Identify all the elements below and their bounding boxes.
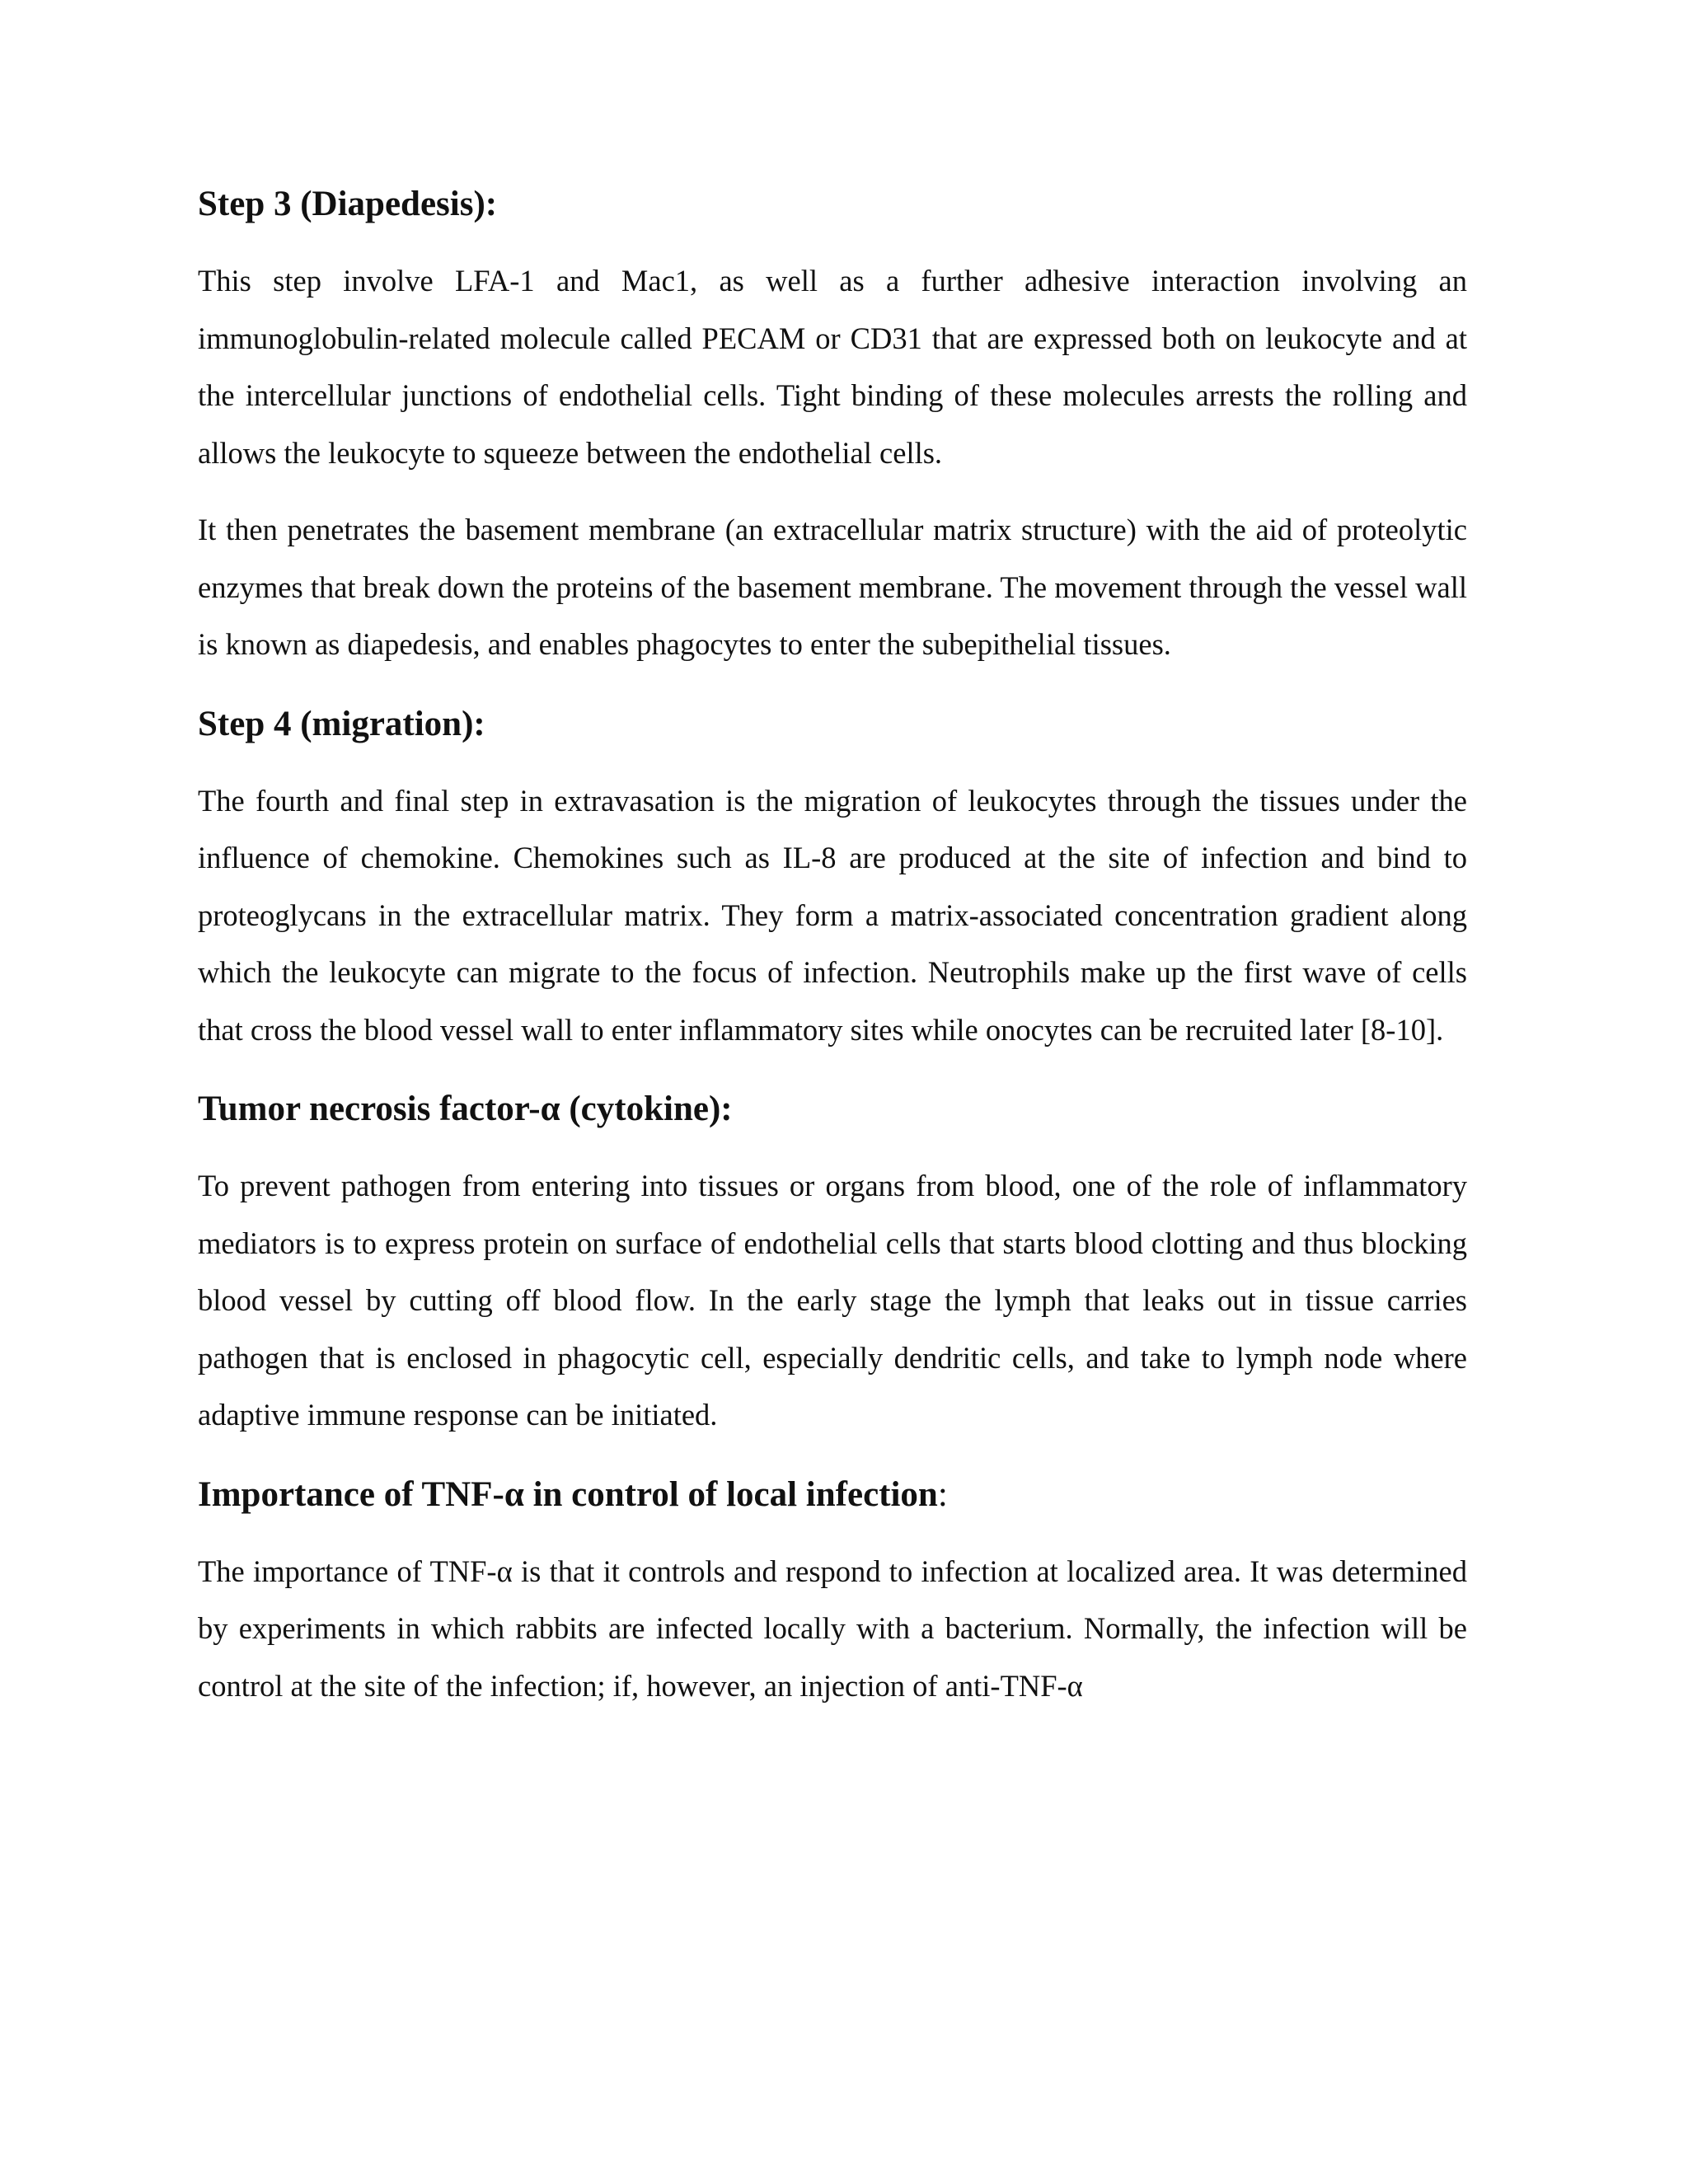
paragraph-step-4: The fourth and final step in extravasation is the migration of leukocytes through the tissues under the influence of chemokine. Chemokines such as IL-8 are produced at the site of infection and bind to proteoglycans in the extracellular matrix. They form a matrix-associated concentration gradient along which the leukocyte can migrate to the focus of infection. Neutrophils make up the first wave of cells that cross the blood vessel wall to enter inflammatory sites while onocytes can be recruited later [8-10]. <box>198 783 1467 1047</box>
heading-tumor-necrosis-factor: Tumor necrosis factor-α (cytokine): <box>198 1090 733 1128</box>
paragraph-tnf-cytokine: To prevent pathogen from entering into tissues or organs from blood, one of the role of inflammatory mediators is to express protein on surface of endothelial cells that starts blood clotting and thus blocking blood vessel by cutting off blood flow. In the early stage the lymph that leaks out in tissue carries pathogen that is enclosed in phagocytic cell, especially dendritic cells, and take to lymph node where adaptive immune response can be initiated. <box>198 1169 1467 1432</box>
paragraph-step-3-part-1: This step involve LFA-1 and Mac1, as well as a further adhesive interaction involving an immunoglobulin-related molecule called PECAM or CD31 that are expressed both on leukocyte and at the intercellular junctions of endothelial cells. Tight binding of these molecules arrests the rolling and allows the leukocyte to squeeze between the endothelial cells. <box>198 264 1467 470</box>
heading-importance-colon: : <box>937 1474 948 1514</box>
heading-step-3-diapedesis: Step 3 (Diapedesis): <box>198 185 498 223</box>
section-spacer <box>198 1078 1467 1086</box>
heading-step-4-migration: Step 4 (migration): <box>198 704 485 743</box>
heading-importance-text: Importance of TNF-α in control of local infection <box>198 1474 938 1514</box>
heading-importance-of-tnf <box>198 1472 1467 1518</box>
section-spacer <box>198 1464 1467 1472</box>
document-body <box>198 181 1467 1734</box>
paragraph-step-3-part-2: It then penetrates the basement membrane (an extracellular matrix structure) with the aid of proteolytic enzymes that break down the proteins of the basement membrane. The movement through the vessel wall is known as diapedesis, and enables phagocytes to enter the subepithelial tissues. <box>198 513 1467 661</box>
section-spacer <box>198 693 1467 701</box>
paragraph-importance-of-tnf: The importance of TNF-α is that it controls and respond to infection at localized area. It was determined by experiments in which rabbits are infected locally with a bacterium. Normally, the infection will be control at the site of the infection; if, however, an injection of anti-TNF-α <box>198 1554 1467 1703</box>
